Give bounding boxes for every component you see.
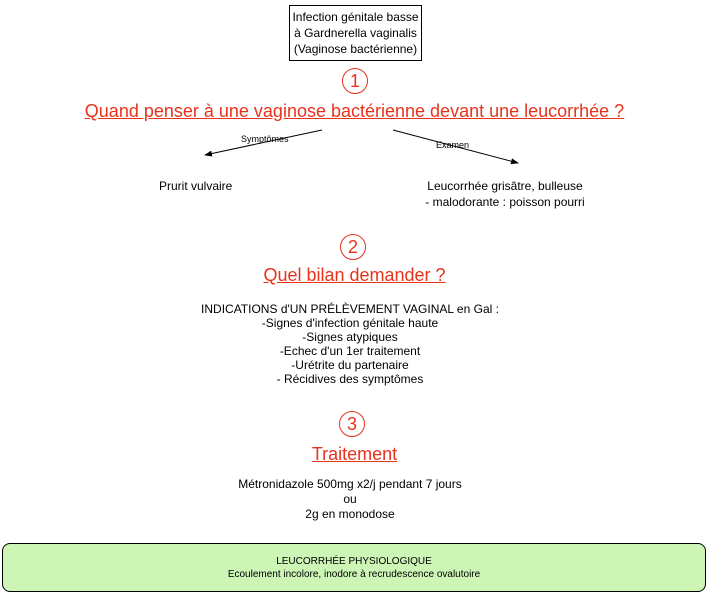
traitement-line-1: Métronidazole 500mg x2/j pendant 7 jours — [238, 477, 462, 491]
bilan-list — [150, 302, 550, 386]
bilan-line-1: INDICATIONS d'UN PRÉLÈVEMENT VAGINAL en Gal : — [201, 302, 499, 316]
symptomes-label: Symptômes — [241, 134, 289, 144]
traitement-text — [200, 477, 500, 522]
bilan-line-2: -Signes d'infection génitale haute — [261, 316, 439, 330]
step-3-circle — [339, 411, 365, 437]
examen-findings — [420, 179, 590, 209]
title-line-1: Infection génitale basse — [292, 10, 419, 24]
footer-title: LEUCORRHÉE PHYSIOLOGIQUE — [276, 556, 432, 567]
section-2-heading: Quel bilan demander ? — [263, 265, 446, 285]
title-line-2: à Gardnerella vaginalis — [294, 26, 417, 40]
bilan-line-3: -Signes atypiques — [302, 330, 398, 344]
step-2-number: 2 — [347, 237, 358, 257]
title-line-3: (Vaginose bactérienne) — [293, 42, 418, 56]
examen-line-1: Leucorrhée grisâtre, bulleuse — [427, 179, 583, 193]
step-3-number: 3 — [346, 414, 357, 434]
prurit-text: Prurit vulvaire — [159, 179, 233, 193]
bilan-line-5: -Urétrite du partenaire — [291, 358, 409, 372]
examen-line-2: - malodorante : poisson pourri — [425, 195, 585, 209]
traitement-line-3: 2g en monodose — [305, 507, 395, 521]
step-1-number: 1 — [349, 71, 360, 91]
traitement-line-2: ou — [343, 492, 357, 506]
step-2-circle — [340, 234, 366, 260]
section-1-heading: Quand penser à une vaginose bactérienne devant une leucorrhée ? — [84, 101, 625, 121]
examen-label: Examen — [436, 140, 470, 150]
bilan-line-6: - Récidives des symptômes — [276, 372, 424, 386]
physiological-leucorrhea-box — [2, 543, 706, 592]
bilan-line-4: -Echec d'un 1er traitement — [279, 344, 421, 358]
footer-text: Ecoulement incolore, inodore à recrudescence ovalutoire — [227, 569, 481, 580]
section-3-heading: Traitement — [311, 444, 398, 464]
